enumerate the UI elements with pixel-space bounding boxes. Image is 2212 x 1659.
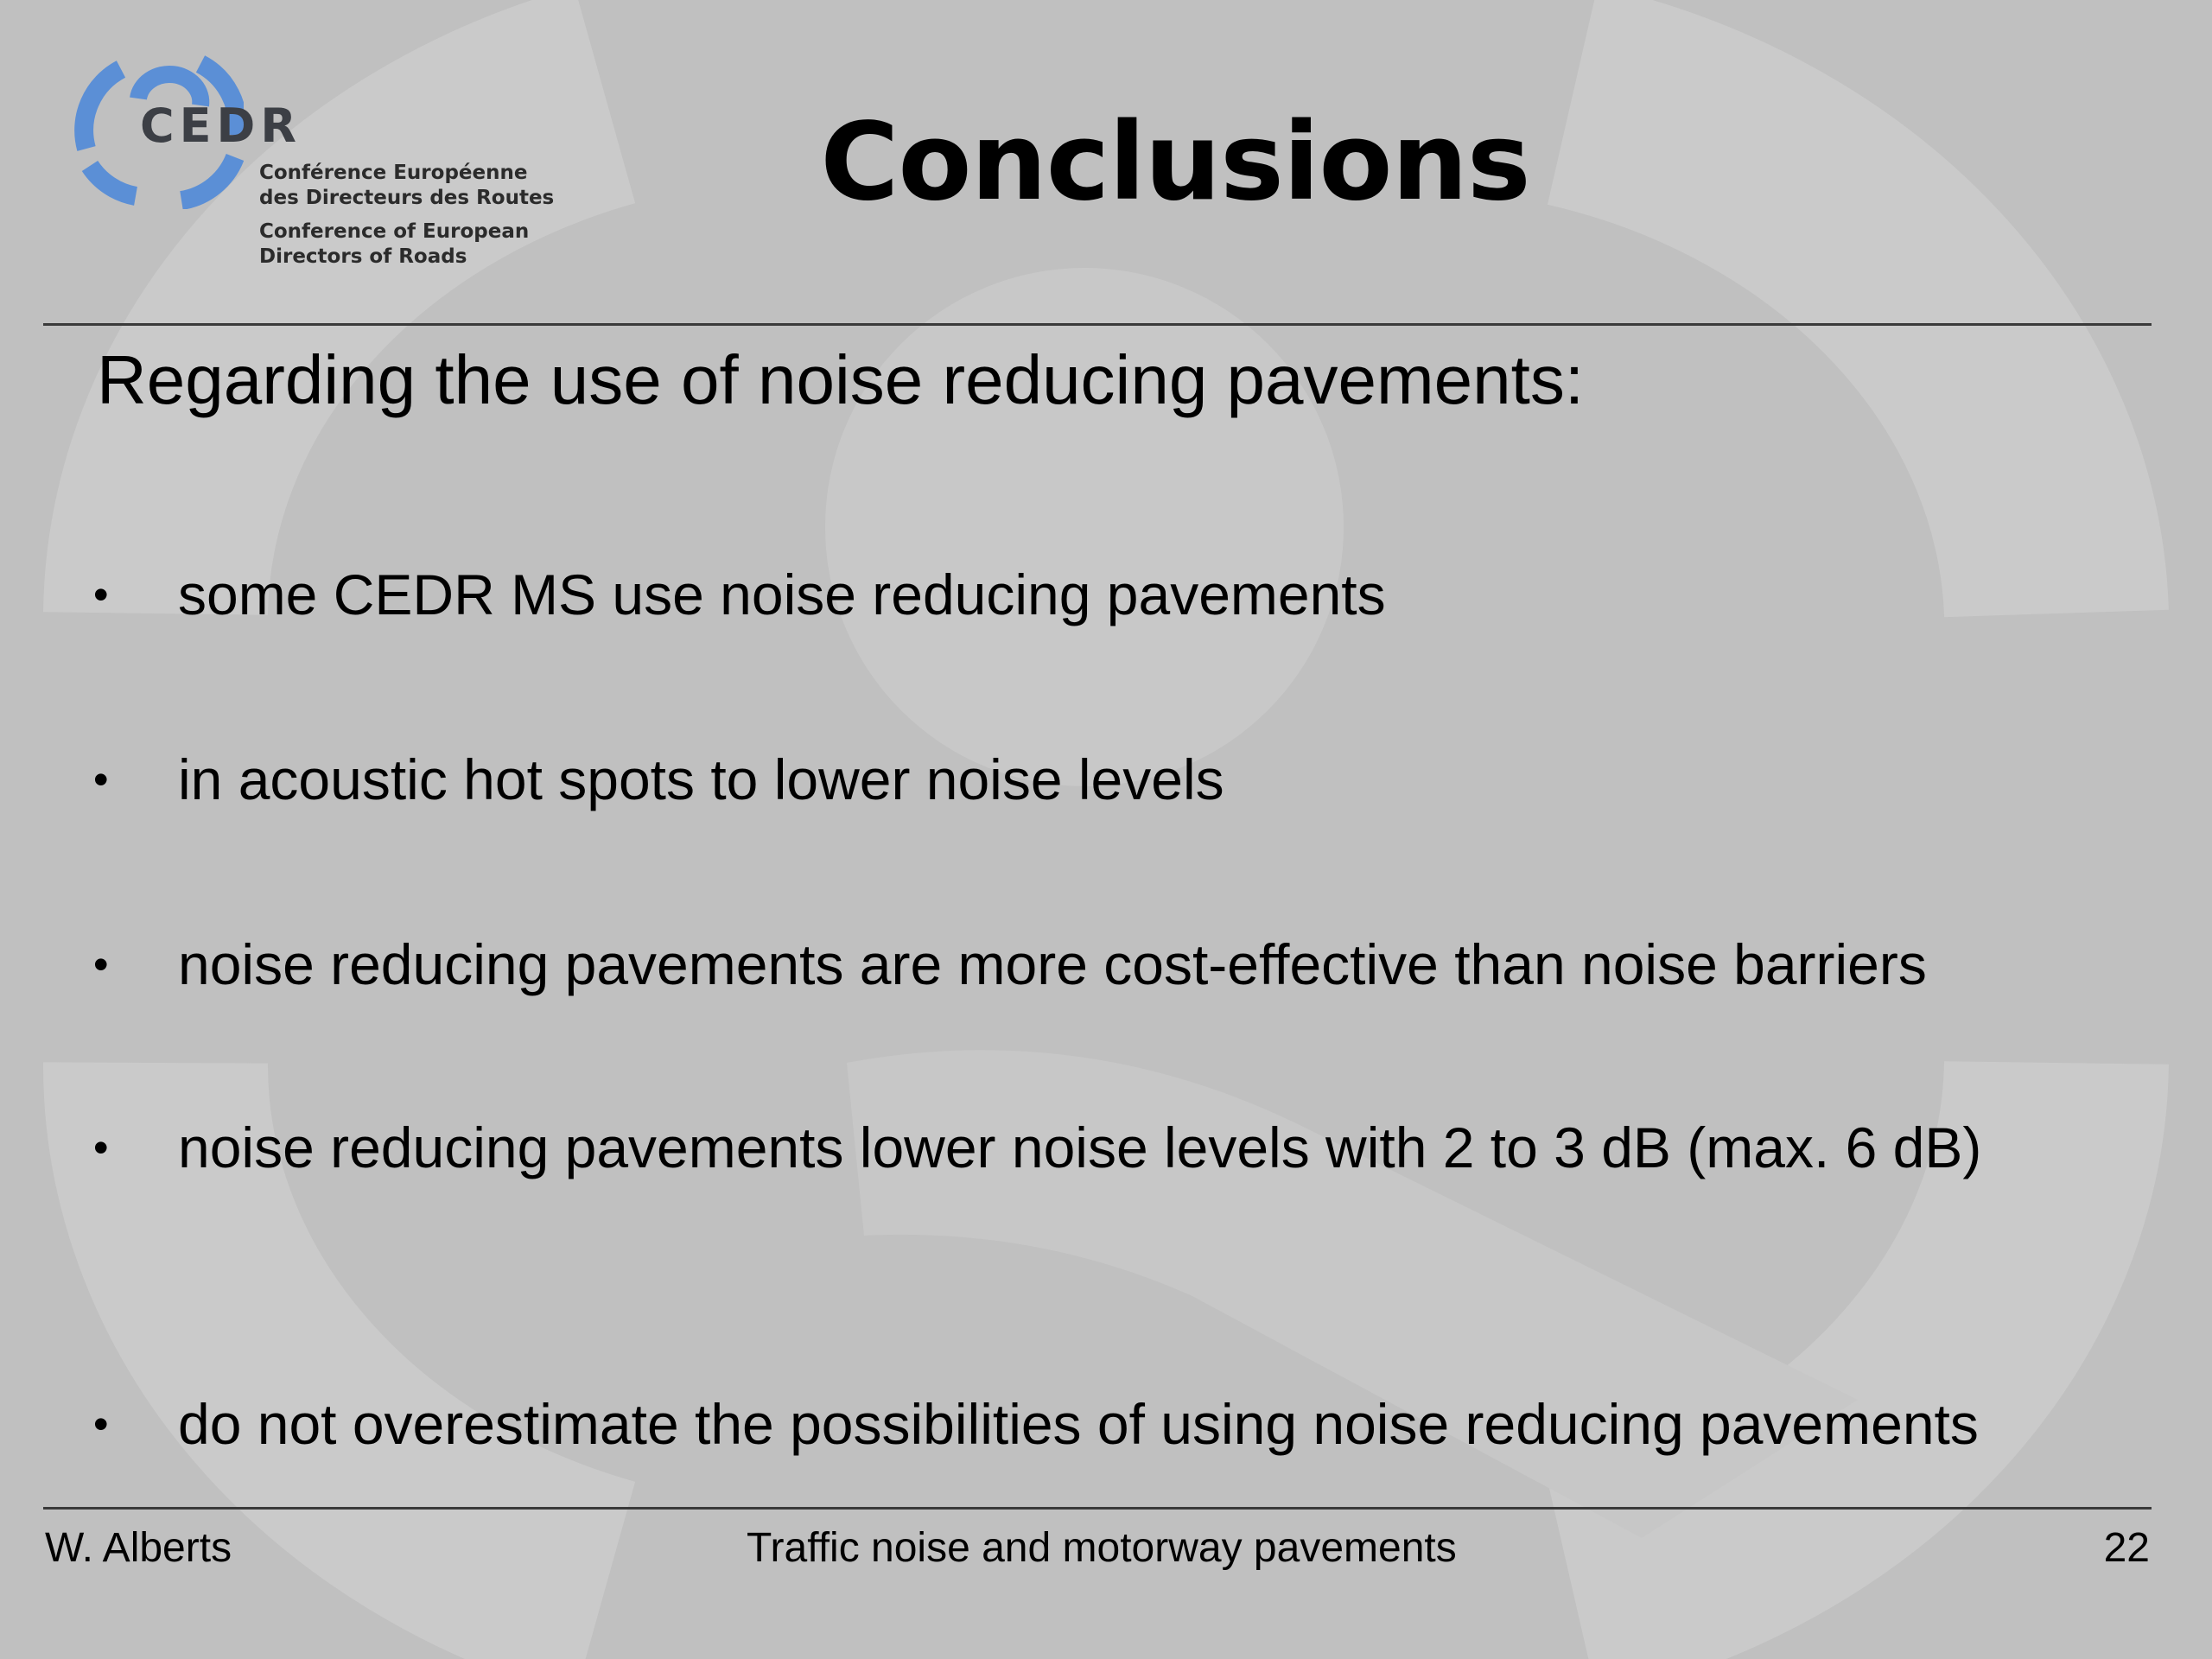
- bullet-text: noise reducing pavements lower noise levels with 2 to 3 dB (max. 6 dB): [178, 1116, 1982, 1179]
- footer-author: W. Alberts: [45, 1525, 232, 1571]
- bullet-icon: •: [93, 1123, 109, 1172]
- bullet-item: [93, 745, 1224, 814]
- cedr-wordmark: CEDR: [140, 99, 302, 153]
- bullet-item: [93, 1113, 1981, 1182]
- bullet-text: do not overestimate the possibilities of using noise reducing pavements: [178, 1392, 1979, 1456]
- intro-text: Regarding the use of noise reducing pavements:: [97, 341, 1585, 418]
- logo-english-name: [259, 219, 529, 270]
- header-divider: [43, 323, 2152, 326]
- bullet-icon: •: [93, 570, 109, 619]
- logo-english-line-2: Directors of Roads: [259, 245, 467, 268]
- bullet-icon: •: [93, 755, 109, 804]
- bullet-item: [93, 560, 1386, 629]
- cedr-logo: [71, 54, 555, 278]
- bullet-text: in acoustic hot spots to lower noise levels: [178, 747, 1224, 811]
- bullet-item: [93, 1389, 1979, 1459]
- logo-english-line-1: Conference of European: [259, 220, 530, 243]
- bullet-text: noise reducing pavements are more cost-effective than noise barriers: [178, 932, 1927, 996]
- bullet-item: [93, 930, 1927, 999]
- logo-french-line-2: des Directeurs des Routes: [259, 187, 555, 209]
- slide-title: Conclusions: [820, 100, 1530, 225]
- logo-french-line-1: Conférence Européenne: [259, 162, 528, 184]
- bullet-icon: •: [93, 1400, 109, 1448]
- footer-presentation-title: Traffic noise and motorway pavements: [747, 1525, 1457, 1571]
- logo-french-name: [259, 161, 554, 211]
- bullet-text: some CEDR MS use noise reducing pavements: [178, 563, 1386, 626]
- footer-page-number: 22: [2103, 1525, 2150, 1571]
- footer-divider: [43, 1507, 2152, 1510]
- bullet-icon: •: [93, 940, 109, 988]
